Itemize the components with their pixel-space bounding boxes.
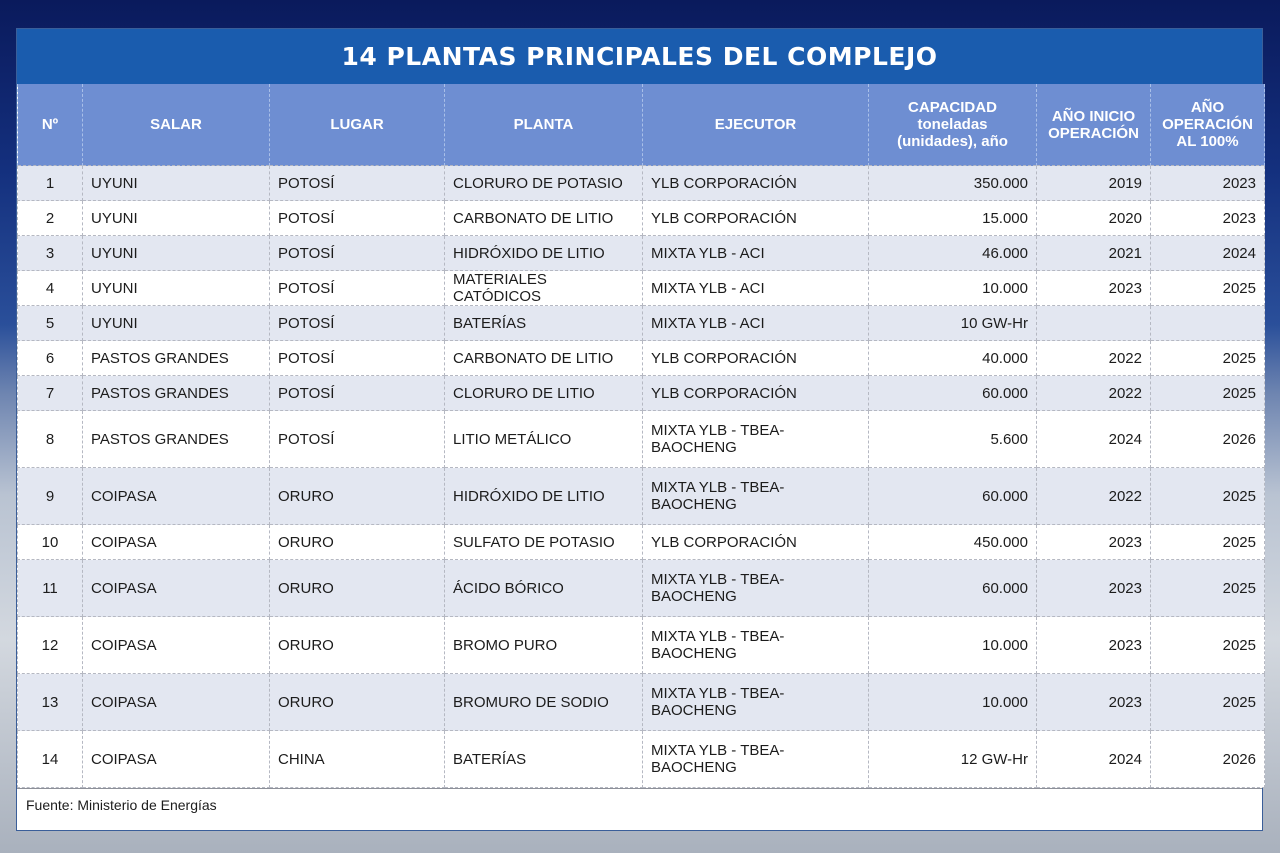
cell-capacidad: 5.600 [869, 411, 1037, 468]
cell-lugar: POTOSÍ [270, 236, 445, 271]
cell-ejecutor [643, 731, 869, 788]
table-row [18, 468, 1265, 525]
cell-salar: PASTOS GRANDES [83, 341, 270, 376]
cell-ejecutor [643, 674, 869, 731]
cell-salar: UYUNI [83, 201, 270, 236]
ejecutor-line-1: MIXTA YLB - ACI [651, 244, 765, 262]
cell-capacidad: 15.000 [869, 201, 1037, 236]
plants-table [17, 84, 1265, 788]
cell-salar: PASTOS GRANDES [83, 411, 270, 468]
cell-salar: UYUNI [83, 166, 270, 201]
cell-anio-inicio: 2023 [1037, 525, 1151, 560]
table-body [18, 166, 1265, 788]
table-row [18, 560, 1265, 617]
cell-salar: COIPASA [83, 525, 270, 560]
ejecutor-line-1: YLB CORPORACIÓN [651, 384, 797, 402]
cell-ejecutor [643, 411, 869, 468]
cell-anio-inicio: 2019 [1037, 166, 1151, 201]
header-lugar: LUGAR [270, 84, 445, 166]
cell-anio-inicio: 2023 [1037, 271, 1151, 306]
cell-anio-operacion-100: 2023 [1151, 166, 1265, 201]
cell-anio-operacion-100: 2025 [1151, 674, 1265, 731]
cell-ejecutor [643, 560, 869, 617]
cell-capacidad: 350.000 [869, 166, 1037, 201]
cell-salar: UYUNI [83, 306, 270, 341]
cell-anio-operacion-100: 2025 [1151, 617, 1265, 674]
cell-capacidad: 12 GW-Hr [869, 731, 1037, 788]
cell-lugar: CHINA [270, 731, 445, 788]
cell-anio-operacion-100: 2024 [1151, 236, 1265, 271]
cell-planta: CLORURO DE LITIO [445, 376, 643, 411]
cell-salar: COIPASA [83, 560, 270, 617]
cell-num: 3 [18, 236, 83, 271]
cell-salar: UYUNI [83, 236, 270, 271]
cell-num: 11 [18, 560, 83, 617]
cell-capacidad: 10.000 [869, 674, 1037, 731]
cell-lugar: POTOSÍ [270, 166, 445, 201]
cell-salar: UYUNI [83, 271, 270, 306]
cell-anio-inicio: 2023 [1037, 617, 1151, 674]
cell-anio-operacion-100: 2025 [1151, 468, 1265, 525]
cell-num: 10 [18, 525, 83, 560]
table-row [18, 201, 1265, 236]
cell-salar: COIPASA [83, 731, 270, 788]
cell-anio-operacion-100: 2025 [1151, 341, 1265, 376]
table-row [18, 236, 1265, 271]
cell-anio-inicio: 2022 [1037, 468, 1151, 525]
table-row [18, 341, 1265, 376]
ejecutor-line-2: BAOCHENG [651, 496, 737, 513]
header-planta: PLANTA [445, 84, 643, 166]
cell-salar: PASTOS GRANDES [83, 376, 270, 411]
source-note: Fuente: Ministerio de Energías [17, 788, 1262, 821]
cell-anio-inicio: 2022 [1037, 376, 1151, 411]
cell-ejecutor [643, 468, 869, 525]
header-row [18, 84, 1265, 166]
cell-planta: HIDRÓXIDO DE LITIO [445, 236, 643, 271]
cell-planta: CLORURO DE POTASIO [445, 166, 643, 201]
cell-planta: CARBONATO DE LITIO [445, 201, 643, 236]
cell-planta: CARBONATO DE LITIO [445, 341, 643, 376]
cell-num: 4 [18, 271, 83, 306]
cell-lugar: POTOSÍ [270, 201, 445, 236]
cell-anio-operacion-100 [1151, 306, 1265, 341]
cell-planta: BROMURO DE SODIO [445, 674, 643, 731]
cell-anio-operacion-100: 2026 [1151, 411, 1265, 468]
ejecutor-line-2: BAOCHENG [651, 702, 737, 719]
table-row [18, 731, 1265, 788]
cell-num: 13 [18, 674, 83, 731]
cell-anio-operacion-100: 2025 [1151, 271, 1265, 306]
cell-ejecutor [643, 166, 869, 201]
cell-ejecutor [643, 525, 869, 560]
header-anio-operacion-100: AÑO OPERACIÓN AL 100% [1151, 84, 1265, 166]
cell-planta: LITIO METÁLICO [445, 411, 643, 468]
cell-anio-inicio: 2023 [1037, 674, 1151, 731]
header-ejecutor: EJECUTOR [643, 84, 869, 166]
cell-planta: BATERÍAS [445, 731, 643, 788]
cell-lugar: POTOSÍ [270, 341, 445, 376]
header-num: Nº [18, 84, 83, 166]
cell-capacidad: 60.000 [869, 468, 1037, 525]
cell-lugar: POTOSÍ [270, 411, 445, 468]
cell-num: 6 [18, 341, 83, 376]
cell-planta: BROMO PURO [445, 617, 643, 674]
cell-planta: MATERIALES CATÓDICOS [445, 271, 643, 306]
cell-ejecutor [643, 271, 869, 306]
cell-num: 14 [18, 731, 83, 788]
cell-lugar: ORURO [270, 468, 445, 525]
ejecutor-line-2: BAOCHENG [651, 759, 737, 776]
cell-capacidad: 60.000 [869, 376, 1037, 411]
cell-capacidad: 46.000 [869, 236, 1037, 271]
cell-num: 2 [18, 201, 83, 236]
cell-anio-operacion-100: 2026 [1151, 731, 1265, 788]
cell-lugar: POTOSÍ [270, 376, 445, 411]
cell-num: 8 [18, 411, 83, 468]
cell-anio-operacion-100: 2025 [1151, 560, 1265, 617]
ejecutor-line-2: BAOCHENG [651, 439, 737, 456]
cell-anio-inicio: 2022 [1037, 341, 1151, 376]
cell-ejecutor [643, 341, 869, 376]
cell-salar: COIPASA [83, 674, 270, 731]
cell-num: 5 [18, 306, 83, 341]
cell-num: 12 [18, 617, 83, 674]
cell-capacidad: 10 GW-Hr [869, 306, 1037, 341]
header-anio-inicio: AÑO INICIO OPERACIÓN [1037, 84, 1151, 166]
ejecutor-line-1: MIXTA YLB - TBEA- [651, 422, 785, 439]
table-row [18, 166, 1265, 201]
table-row [18, 271, 1265, 306]
ejecutor-line-1: YLB CORPORACIÓN [651, 174, 797, 192]
cell-ejecutor [643, 201, 869, 236]
cell-salar: COIPASA [83, 468, 270, 525]
cell-planta: ÁCIDO BÓRICO [445, 560, 643, 617]
table-row [18, 376, 1265, 411]
cell-ejecutor [643, 617, 869, 674]
cell-lugar: POTOSÍ [270, 271, 445, 306]
cell-anio-inicio: 2023 [1037, 560, 1151, 617]
ejecutor-line-2: BAOCHENG [651, 588, 737, 605]
table-title: 14 PLANTAS PRINCIPALES DEL COMPLEJO [17, 29, 1262, 84]
header-salar: SALAR [83, 84, 270, 166]
cell-lugar: ORURO [270, 560, 445, 617]
cell-capacidad: 60.000 [869, 560, 1037, 617]
table-row [18, 411, 1265, 468]
cell-capacidad: 450.000 [869, 525, 1037, 560]
ejecutor-line-1: MIXTA YLB - TBEA- [651, 571, 785, 588]
table-row [18, 617, 1265, 674]
ejecutor-line-1: MIXTA YLB - TBEA- [651, 628, 785, 645]
cell-planta: SULFATO DE POTASIO [445, 525, 643, 560]
cell-anio-inicio [1037, 306, 1151, 341]
table-row [18, 674, 1265, 731]
ejecutor-line-1: MIXTA YLB - TBEA- [651, 479, 785, 496]
cell-capacidad: 10.000 [869, 617, 1037, 674]
ejecutor-line-1: YLB CORPORACIÓN [651, 209, 797, 227]
cell-num: 9 [18, 468, 83, 525]
plants-table-card [16, 28, 1263, 831]
table-row [18, 306, 1265, 341]
cell-ejecutor [643, 376, 869, 411]
cell-anio-operacion-100: 2025 [1151, 525, 1265, 560]
table-row [18, 525, 1265, 560]
cell-ejecutor [643, 306, 869, 341]
header-capacidad: CAPACIDAD toneladas (unidades), año [869, 84, 1037, 166]
cell-anio-inicio: 2020 [1037, 201, 1151, 236]
ejecutor-line-1: YLB CORPORACIÓN [651, 349, 797, 367]
cell-ejecutor [643, 236, 869, 271]
cell-planta: BATERÍAS [445, 306, 643, 341]
cell-lugar: POTOSÍ [270, 306, 445, 341]
cell-lugar: ORURO [270, 525, 445, 560]
ejecutor-line-1: YLB CORPORACIÓN [651, 533, 797, 551]
ejecutor-line-1: MIXTA YLB - TBEA- [651, 685, 785, 702]
cell-anio-operacion-100: 2025 [1151, 376, 1265, 411]
ejecutor-line-2: BAOCHENG [651, 645, 737, 662]
ejecutor-line-1: MIXTA YLB - ACI [651, 279, 765, 297]
cell-capacidad: 10.000 [869, 271, 1037, 306]
cell-num: 1 [18, 166, 83, 201]
ejecutor-line-1: MIXTA YLB - TBEA- [651, 742, 785, 759]
cell-anio-inicio: 2021 [1037, 236, 1151, 271]
cell-num: 7 [18, 376, 83, 411]
cell-anio-operacion-100: 2023 [1151, 201, 1265, 236]
cell-anio-inicio: 2024 [1037, 731, 1151, 788]
cell-anio-inicio: 2024 [1037, 411, 1151, 468]
cell-lugar: ORURO [270, 674, 445, 731]
cell-planta: HIDRÓXIDO DE LITIO [445, 468, 643, 525]
ejecutor-line-1: MIXTA YLB - ACI [651, 314, 765, 332]
cell-capacidad: 40.000 [869, 341, 1037, 376]
cell-lugar: ORURO [270, 617, 445, 674]
cell-salar: COIPASA [83, 617, 270, 674]
